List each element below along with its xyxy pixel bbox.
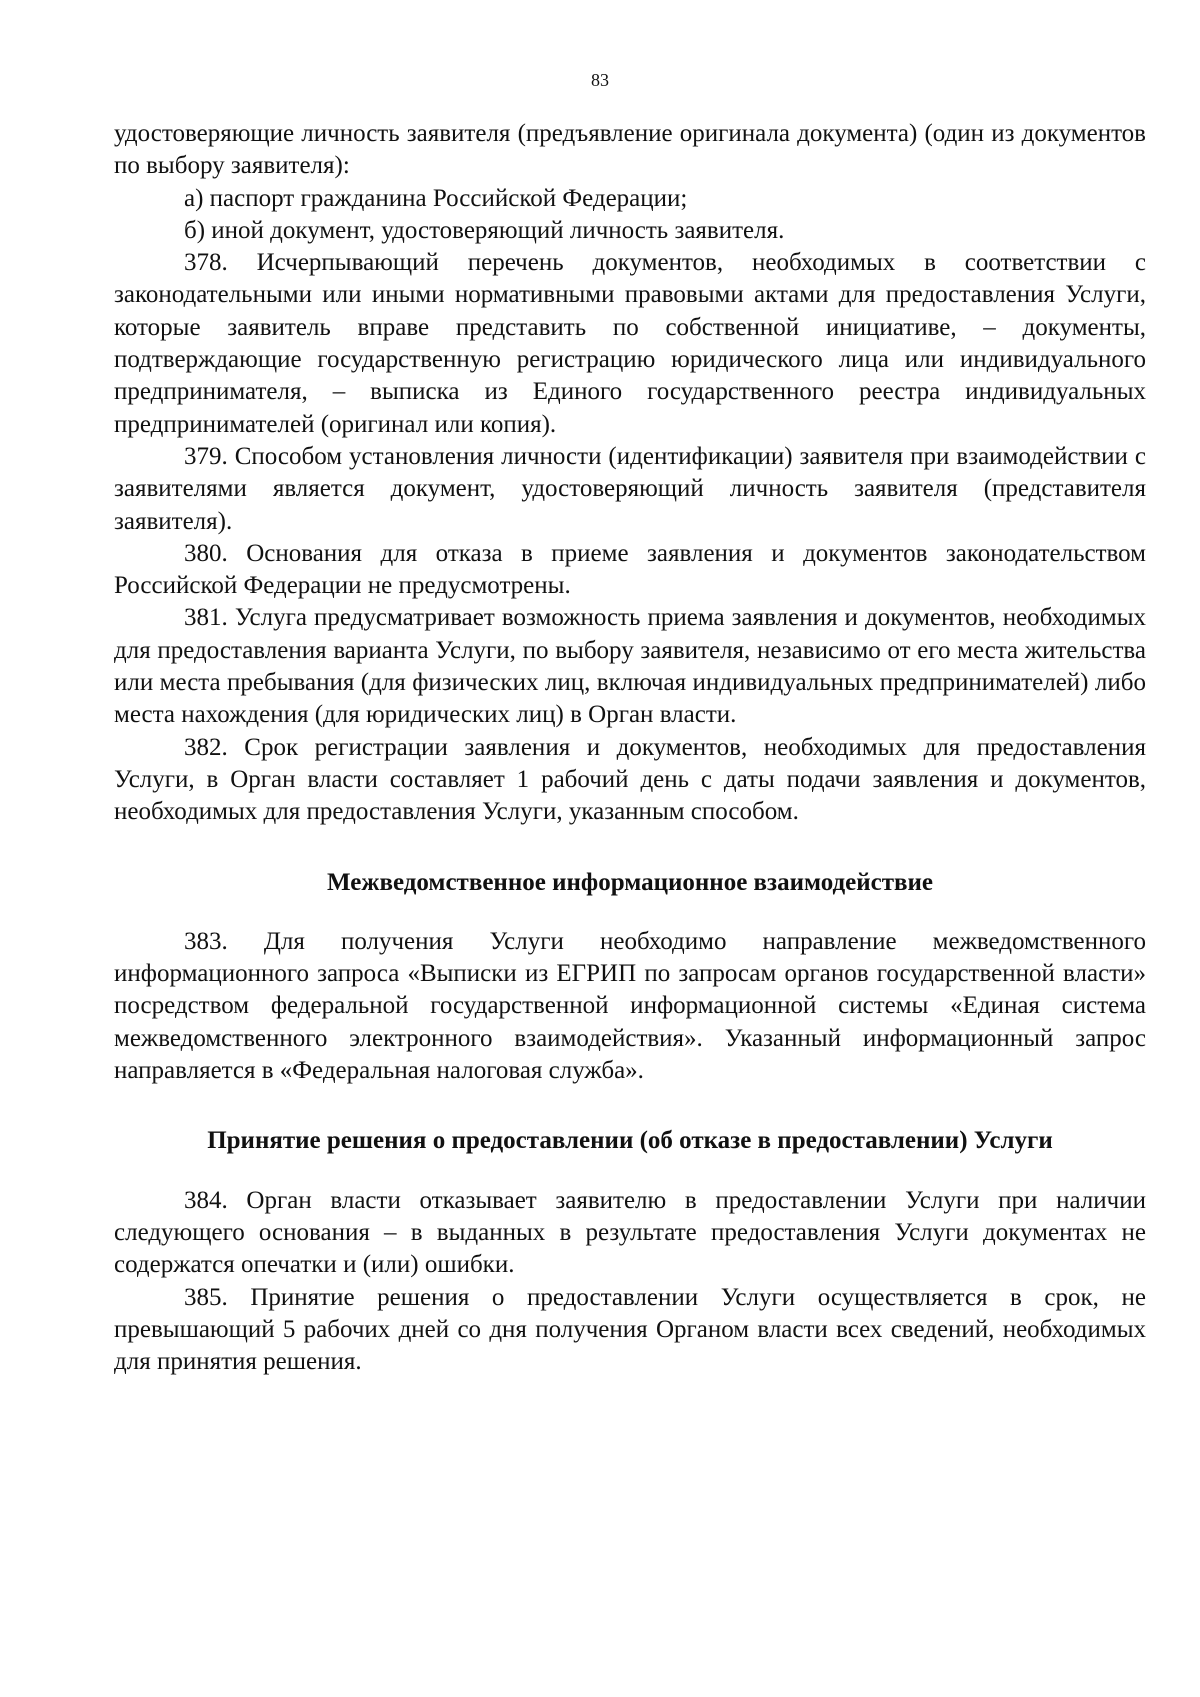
paragraph-378: 378. Исчерпывающий перечень документов, необходимых в соответствии с законодательными или иными нормативными правовыми актами для предоставления Услуги, которые заявитель вправе представить по собственной инициативе, – документы, подтверждающие государственную регистрацию юридического лица или индивидуального предпринимателя, – выписка из Единого государственного реестра индивидуальных предпринимателей (оригинал или копия). [114,249,1146,438]
paragraph-continuation: удостоверяющие личность заявителя (предъявление оригинала документа) (один из документов по выбору заявителя): [114,120,1146,180]
document-body [114,118,1146,1378]
page-number: 83 [591,70,609,90]
paragraph-item-a: а) паспорт гражданина Российской Федерации; [184,184,688,212]
paragraph-385: 385. Принятие решения о предоставлении Услуги осуществляется в срок, не превышающий 5 рабочих дней со дня получения Органом власти всех сведений, необходимых для принятия решения. [114,1283,1146,1376]
paragraph-380: 380. Основания для отказа в приеме заявления и документов законодательством Российской Федерации не предусмотрены. [114,539,1146,600]
section-heading-decision: Принятие решения о предоставлении (об отказе в предоставлении) Услуги [207,1127,1053,1155]
paragraph-item-b: б) иной документ, удостоверяющий личность заявителя. [184,216,785,244]
paragraph-381: 381. Услуга предусматривает возможность приема заявления и документов, необходимых для предоставления варианта Услуги, по выбору заявителя, независимо от его места жительства или места пребывания (для физических лиц, включая индивидуальных предпринимателей) либо места нахождения (для юридических лиц) в Орган власти. [114,604,1146,729]
paragraph-384: 384. Орган власти отказывает заявителю в предоставлении Услуги при наличии следующего основания – в выданных в результате предоставления Услуги документах не содержатся опечатки и (или) ошибки. [114,1186,1146,1279]
paragraph-383: 383. Для получения Услуги необходимо направление межведомственного информационного запроса «Выписки из ЕГРИП по запросам органов государственной власти» посредством федеральной государственной информационной системы «Единая система межведомственного электронного взаимодействия». Указанный информационный запрос направляется в «Федеральная налоговая служба». [114,927,1146,1085]
section-heading-interagency: Межведомственное информационное взаимодействие [327,868,933,896]
paragraph-382: 382. Срок регистрации заявления и документов, необходимых для предоставления Услуги, в Орган власти составляет 1 рабочий день с даты подачи заявления и документов, необходимых для предоставления Услуги, указанным способом. [114,733,1146,826]
paragraph-379: 379. Способом установления личности (идентификации) заявителя при взаимодействии с заявителями является документ, удостоверяющий личность заявителя (представителя заявителя). [114,442,1146,535]
